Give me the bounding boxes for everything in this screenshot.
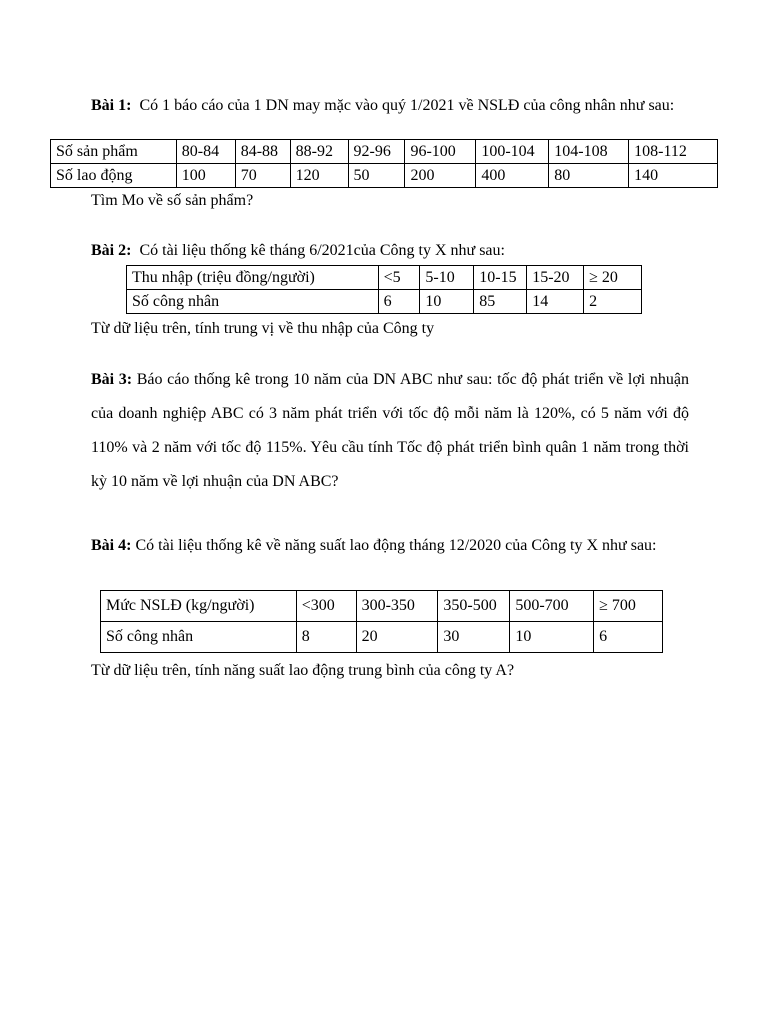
- table-row: [127, 266, 642, 290]
- table-cell: 14: [527, 290, 584, 314]
- table-cell: Số lao động: [51, 164, 177, 188]
- table-cell: 10-15: [474, 266, 527, 290]
- table-cell: 6: [594, 622, 663, 653]
- table-cell: ≥ 700: [594, 591, 663, 622]
- problem-4-intro: [91, 535, 689, 557]
- problem-4-label: Bài 4:: [91, 537, 132, 554]
- table-cell: Số công nhân: [101, 622, 297, 653]
- table-cell: 400: [476, 164, 549, 188]
- problem-2-label: Bài 2:: [91, 242, 132, 259]
- table-cell: 100: [176, 164, 235, 188]
- problem-1-question: Tìm Mo về số sản phẩm?: [91, 192, 254, 209]
- problem-3-label: Bài 3:: [91, 371, 133, 388]
- table-cell: 15-20: [527, 266, 584, 290]
- table-cell: 70: [235, 164, 290, 188]
- table-cell: 104-108: [549, 140, 629, 164]
- problem-1-label: Bài 1:: [91, 97, 132, 114]
- table-cell: 50: [348, 164, 405, 188]
- problem-2-text: Có tài liệu thống kê tháng 6/2021của Công ty X như sau:: [139, 242, 505, 259]
- problem-3-body: Báo cáo thống kê trong 10 năm của DN ABC như sau: tốc độ phát triển về lợi nhuận của doanh nghiệp ABC có 3 năm phát triển với tốc độ mỗi năm là 120%, có 5 năm với độ 110% và 2 năm với tốc độ 115%. Yêu cầu tính Tốc độ phát triển bình quân 1 năm trong thời kỳ 10 năm về lợi nhuận của DN ABC?: [91, 371, 689, 490]
- table-cell: 85: [474, 290, 527, 314]
- table-row: [51, 164, 718, 188]
- problem-4-table: [100, 590, 663, 653]
- table-cell: 350-500: [438, 591, 510, 622]
- table-cell: 300-350: [356, 591, 438, 622]
- problem-2-question: Từ dữ liệu trên, tính trung vị về thu nhập của Công ty: [91, 320, 435, 337]
- table-cell: 88-92: [290, 140, 348, 164]
- table-cell: 108-112: [629, 140, 718, 164]
- table-cell: <300: [296, 591, 356, 622]
- problem-1-table: [50, 139, 718, 188]
- table-row: [51, 140, 718, 164]
- table-cell: 2: [584, 290, 642, 314]
- table-cell: 5-10: [420, 266, 474, 290]
- problem-1-intro: [91, 95, 691, 117]
- table-cell: 500-700: [510, 591, 594, 622]
- table-cell: 120: [290, 164, 348, 188]
- problem-2-table: [126, 265, 642, 314]
- table-cell: <5: [378, 266, 420, 290]
- table-cell: 96-100: [405, 140, 476, 164]
- problem-2-intro: [91, 240, 691, 262]
- table-cell: 10: [510, 622, 594, 653]
- table-cell: 100-104: [476, 140, 549, 164]
- problem-4-question: Từ dữ liệu trên, tính năng suất lao động trung bình của công ty A?: [91, 662, 515, 679]
- table-cell: Số sản phẩm: [51, 140, 177, 164]
- table-cell: 92-96: [348, 140, 405, 164]
- table-row: [101, 591, 663, 622]
- table-cell: 8: [296, 622, 356, 653]
- table-row: [101, 622, 663, 653]
- table-cell: 84-88: [235, 140, 290, 164]
- table-cell: 6: [378, 290, 420, 314]
- table-cell: 20: [356, 622, 438, 653]
- table-cell: 10: [420, 290, 474, 314]
- table-cell: 80: [549, 164, 629, 188]
- table-row: [127, 290, 642, 314]
- table-cell: Thu nhập (triệu đồng/người): [127, 266, 379, 290]
- table-cell: Mức NSLĐ (kg/người): [101, 591, 297, 622]
- table-cell: ≥ 20: [584, 266, 642, 290]
- problem-4-text: Có tài liệu thống kê về năng suất lao động tháng 12/2020 của Công ty X như sau:: [135, 537, 657, 554]
- problem-3-text: [91, 363, 689, 499]
- table-cell: 140: [629, 164, 718, 188]
- table-cell: 30: [438, 622, 510, 653]
- table-cell: 200: [405, 164, 476, 188]
- table-cell: Số công nhân: [127, 290, 379, 314]
- table-cell: 80-84: [176, 140, 235, 164]
- problem-1-text: Có 1 báo cáo của 1 DN may mặc vào quý 1/2021 về NSLĐ của công nhân như sau:: [139, 97, 675, 114]
